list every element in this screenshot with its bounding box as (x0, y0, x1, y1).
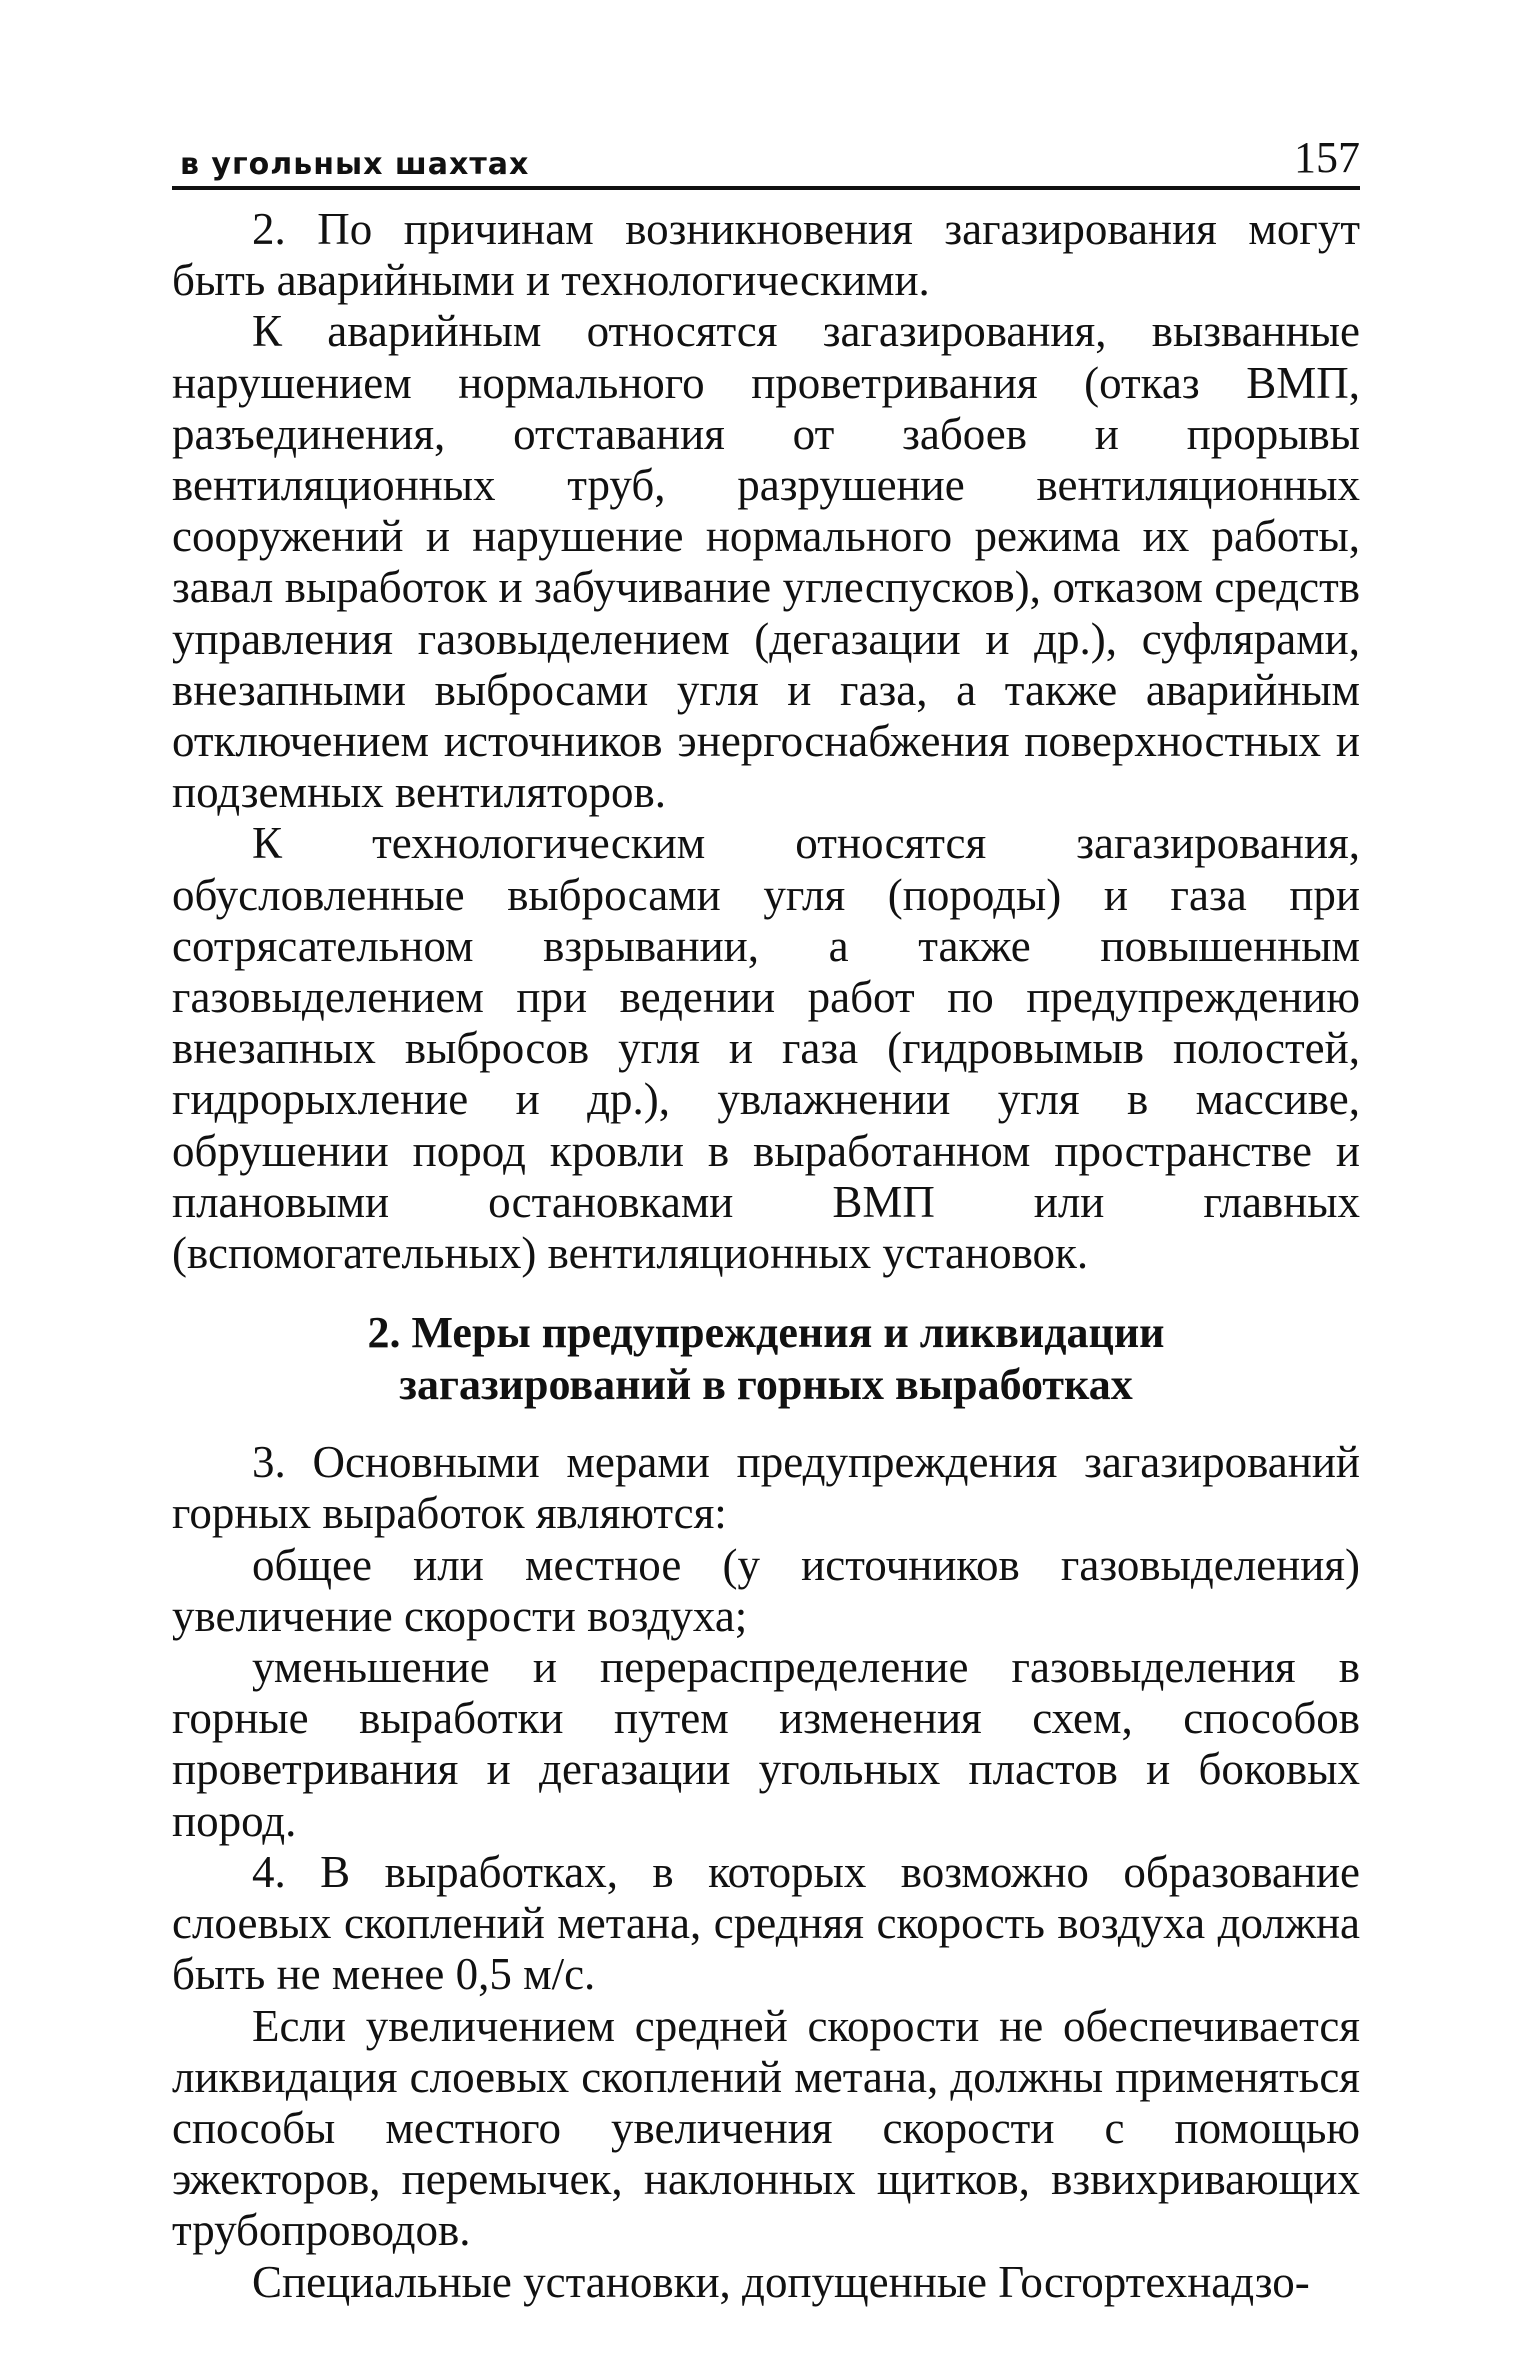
running-title: в угольных шахтах (180, 147, 530, 182)
page-number: 157 (1294, 133, 1360, 182)
paragraph-2-causes: 2. По причинам возникновения загазирования могут быть аварийными и технологическими. (172, 204, 1360, 306)
section-heading-line-2: загазирований в горных выработках (399, 1360, 1133, 1410)
paragraph-4-air-speed: 4. В выработках, в которых возможно образование слоевых скоплений метана, средняя скорость воздуха должна быть не менее 0,5 м/с. (172, 1846, 1360, 2000)
paragraph-measure-speed: общее или местное (у источников газовыделения) увеличение скорости воздуха; (172, 1539, 1360, 1641)
running-head (172, 120, 1360, 180)
section-heading-line-1: 2. Меры предупреждения и ликвидации (367, 1308, 1165, 1358)
paragraph-measure-redistribution: уменьшение и перераспределение газовыделения в горные выработки путем изменения схем, способов проветривания и дегазации угольных пластов и боковых пород. (172, 1642, 1360, 1846)
section-heading (172, 1307, 1360, 1411)
book-page (172, 120, 1360, 2308)
paragraph-local-speed: Если увеличением средней скорости не обеспечивается ликвидация слоевых скоплений метана, должны применяться способы местного увеличения скорости с помощью эжекторов, перемычек, наклонных щитков, взвихривающих трубопроводов. (172, 2000, 1360, 2256)
paragraph-special-installations: Специальные установки, допущенные Госгортехнадзо- (252, 2256, 1310, 2307)
paragraph-emergency: К аварийным относятся загазирования, вызванные нарушением нормального проветривания (отказ ВМП, разъединения, отставания от забоев и прорывы вентиляционных труб, разрушение вентиляционных сооружений и нарушение нормального режима их работы, завал выработок и забучивание углеспусков), отказом средств управления газовыделением (дегазации и др.), суфлярами, внезапными выбросами угля и газа, а также аварийным отключением источников энергоснабжения поверхностных и подземных вентиляторов. (172, 306, 1360, 818)
paragraph-3-measures: 3. Основными мерами предупреждения загазирований горных выработок являются: (172, 1437, 1360, 1539)
paragraph-technological: К технологическим относятся загазирования, обусловленные выбросами угля (породы) и газа при сотрясательном взрывании, а также повышенным газовыделением при ведении работ по предупреждению внезапных выбросов угля и газа (гидровымыв полостей, гидрорыхление и др.), увлажнении угля в массиве, обрушении пород кровли в выработанном пространстве и плановыми остановками ВМП или главных (вспомогательных) вентиляционных установок. (172, 818, 1360, 1279)
header-rule (172, 186, 1360, 190)
